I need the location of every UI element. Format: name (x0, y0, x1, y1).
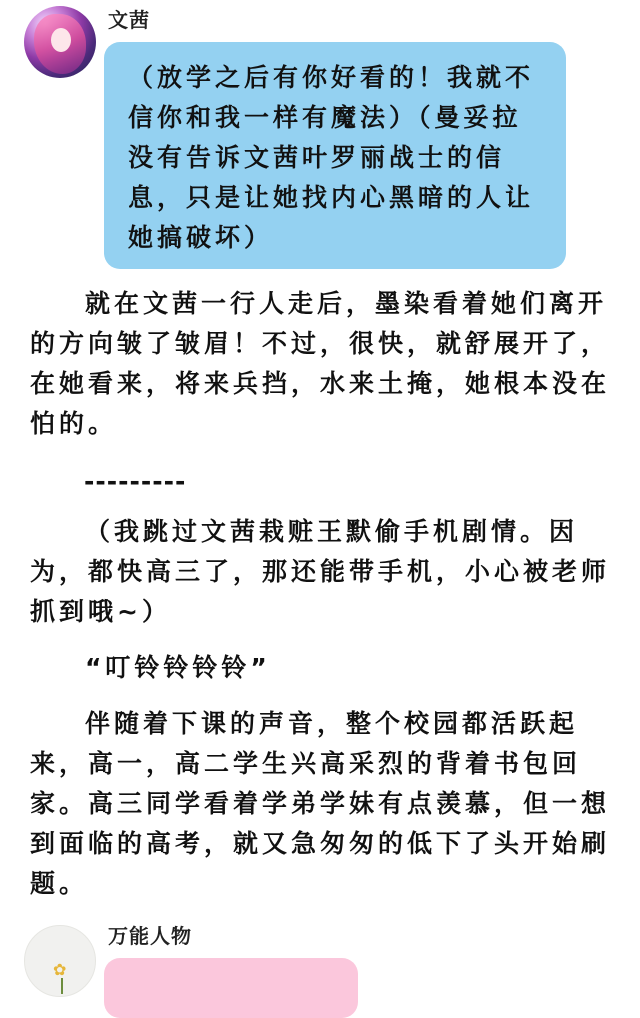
flower-stem (61, 978, 63, 994)
story-paragraph: 伴随着下课的声音，整个校园都活跃起来，高一，高二学生兴高采烈的背着书包回家。高三同学看着学弟学妹有点羡慕，但一想到面临的高考，就又急匆匆的低下了头开始刷题。 (30, 709, 611, 898)
story-paragraph: 就在文茜一行人走后，墨染看着她们离开的方向皱了皱眉！不过，很快，就舒展开了，在她看来，将来兵挡，水来土掩，她根本没在怕的。 (30, 289, 611, 438)
sender-name: 万能人物 (108, 924, 192, 948)
flower-icon: ✿ (53, 960, 67, 979)
flower-avatar-icon[interactable] (24, 925, 96, 997)
chat-bubble-text: （放学之后有你好看的！我就不信你和我一样有魔法）（曼妥拉没有告诉文茜叶罗丽战士的信息，只是让她找内心黑暗的人让她搞破坏） (128, 63, 535, 252)
story-paragraph: “叮铃铃铃铃” (85, 653, 271, 682)
sender-name: 文茜 (108, 8, 150, 32)
anime-girl-avatar-icon[interactable] (24, 6, 96, 78)
section-divider: --------- (84, 467, 187, 496)
chat-bubble (104, 42, 566, 269)
chat-bubble (104, 958, 358, 1018)
avatar-face (51, 28, 71, 52)
story-paragraph: （我跳过文茜栽赃王默偷手机剧情。因为，都快高三了，那还能带手机，小心被老师抓到哦~） (30, 517, 611, 626)
